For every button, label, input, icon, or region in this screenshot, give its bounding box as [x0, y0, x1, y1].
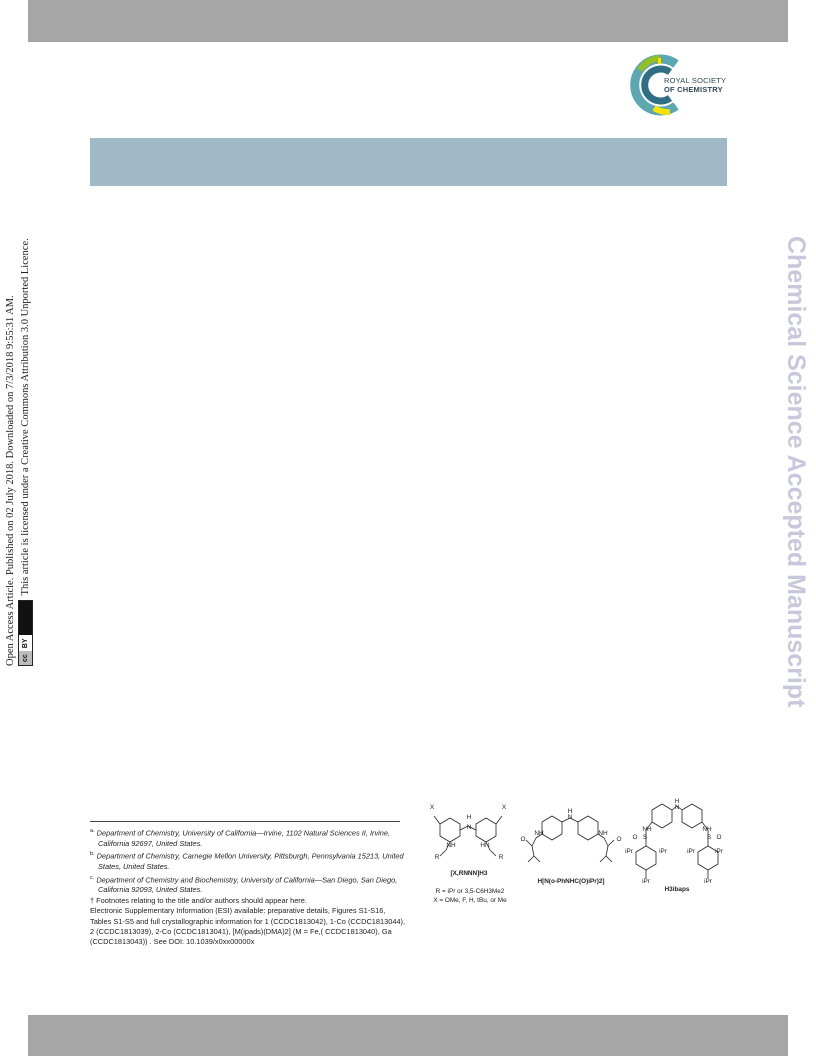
s1-atom-hn: HN: [480, 842, 490, 849]
header-bar: [28, 0, 788, 42]
s3-ipr-5: iPr: [642, 878, 650, 885]
s3-atom-n: N: [674, 804, 680, 811]
s1-atom-nh: NH: [446, 842, 456, 849]
s1-atom-x-right: X: [501, 804, 507, 811]
footnote-rule: [90, 821, 400, 822]
s3-ipr-4: iPr: [715, 848, 723, 855]
s3-ipr-2: iPr: [659, 848, 667, 855]
cc-icon: cc: [19, 651, 32, 665]
license-note: [3, 206, 45, 666]
s3-ipr-6: iPr: [704, 878, 712, 885]
aff-a-text: Department of Chemistry, University of California—Irvine, 1102 Natural Sciences II, Irvine, California 92697, United States.: [96, 828, 391, 848]
s3-atom-h: H: [674, 798, 680, 805]
s2-atom-n: N: [567, 814, 573, 821]
ligand-structures-figure: [414, 800, 726, 950]
s1-x-def: X = OMe, F, H, tBu, or Me: [433, 897, 507, 904]
title-band: [90, 138, 727, 186]
cc-by-badge[interactable]: [18, 600, 33, 666]
s2-atom-nh-left: NH: [534, 830, 544, 837]
watermark: [772, 236, 812, 816]
s2-atom-h: H: [567, 808, 573, 815]
license-line-1: Open Access Article. Published on 02 July 2018. Downloaded on 7/3/2018 9:55:31 AM.: [5, 295, 16, 666]
s3-ipr-3: iPr: [687, 848, 695, 855]
rsc-logo: [630, 52, 740, 118]
s3-atom-nh-left: NH: [642, 826, 652, 833]
s3-atom-o-left: O: [632, 834, 638, 841]
aff-c-mark: c.: [90, 874, 95, 881]
s1-name: [X,RNNN]H3: [450, 870, 488, 877]
s3-ring-right: [682, 804, 702, 828]
s3-atom-s-right: S: [706, 834, 712, 841]
footnotes: [90, 826, 408, 948]
aff-b-mark: b.: [90, 851, 95, 858]
logo-line-2: OF CHEMISTRY: [664, 85, 723, 94]
s1-ring-right: [476, 818, 496, 842]
s2-atom-o-right: O: [616, 836, 622, 843]
s3-atom-o-right: O: [716, 834, 722, 841]
license-line-2[interactable]: This article is licensed under a Creative Commons Attribution 3.0 Unported Licence.: [20, 238, 31, 596]
s2-name: H[N(o-PhNHC(O)iPr)2]: [537, 878, 605, 885]
s2-ring-right: [578, 816, 598, 840]
watermark-text: Chemical Science Accepted Manuscript: [782, 236, 810, 708]
affiliation-c: [90, 873, 408, 896]
s3-atom-nh-right: NH: [702, 826, 712, 833]
aff-b-text: Department of Chemistry, Carnegie Mellon University, Pittsburgh, Pennsylvania 15213, United States, United States.: [96, 851, 404, 872]
by-icon: BY: [19, 635, 32, 651]
dagger-footnote: † Footnotes relating to the title and/or authors should appear here.: [90, 895, 307, 905]
s3-atom-s-left: S: [642, 834, 648, 841]
s2-atom-nh-right: NH: [598, 830, 608, 837]
affiliation-b: [90, 849, 408, 872]
s1-atom-r-left: R: [434, 854, 440, 861]
affiliation-a: [90, 826, 408, 849]
aff-c-text: Department of Chemistry and Biochemistry, University of California—San Diego, San Diego, California 92093, United States.: [96, 875, 398, 895]
s1-atom-r-right: R: [498, 854, 504, 861]
esi-note: Electronic Supplementary Information (ESI) available: preparative details, Figures S1-S16, Tables S1-S5 and full crystallographic information for 1 (CCDC1813042), 1-Co (CCDC1813044), 2 (CCDC1813039), 2-Co (CCDC1813041), [M(ipads)(DMA)2] (M = Fe,( CCDC1813040), Ga (CCDC1813043)) . See DOI: 10.1039/x0xx00000x: [90, 906, 406, 947]
s3-ipr-1: iPr: [625, 848, 633, 855]
s1-r-def: R = iPr or 3,5-C6H3Me2: [435, 888, 505, 895]
s3-ring-left: [652, 804, 672, 828]
s2-atom-o-left: O: [520, 836, 526, 843]
s1-atom-h: H: [466, 814, 472, 821]
s3-name: H3ibaps: [664, 886, 690, 893]
s1-ring-left: [440, 818, 460, 842]
s3-ring-bottom-left: [636, 846, 656, 870]
s1-atom-n: N: [466, 824, 472, 831]
footer-bar: [28, 1015, 788, 1056]
logo-line-1: ROYAL SOCIETY: [664, 76, 727, 85]
s1-atom-x-left: X: [429, 804, 435, 811]
aff-a-mark: a.: [90, 828, 95, 834]
